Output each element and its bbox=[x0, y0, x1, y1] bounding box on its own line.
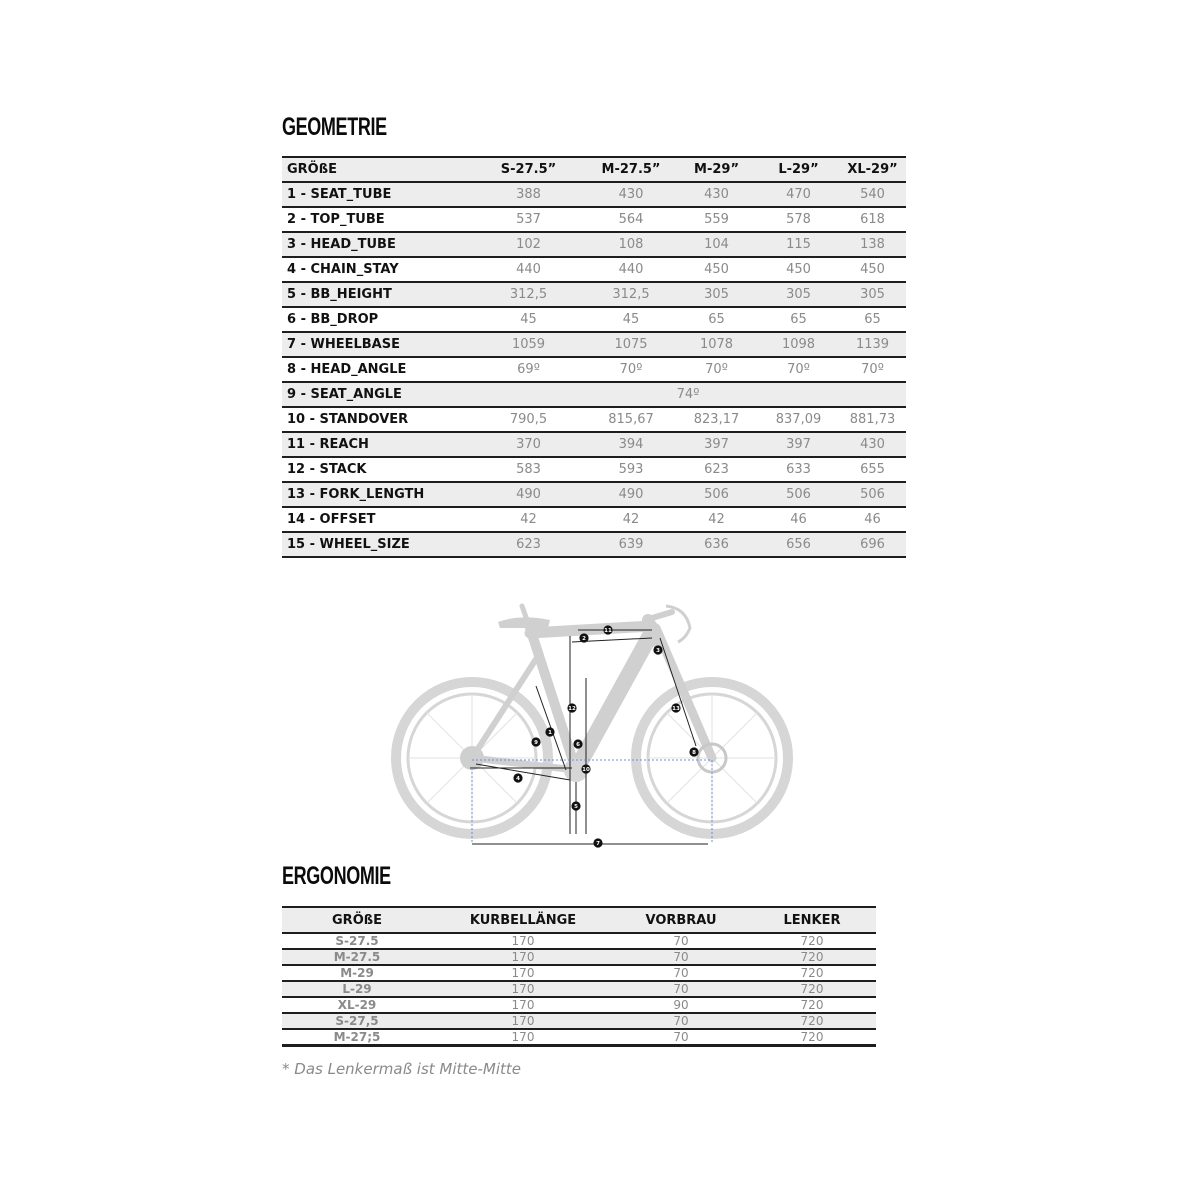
geometry-cell: 46 bbox=[839, 507, 906, 532]
ergonomics-cell: 70 bbox=[673, 1030, 689, 1044]
ergonomics-cell: 70 bbox=[614, 949, 748, 965]
geometry-row-label: 8 - HEAD_ANGLE bbox=[282, 357, 470, 382]
geometry-cell: 305 bbox=[758, 282, 839, 307]
geometry-cell: 42 bbox=[470, 507, 587, 532]
geometry-row bbox=[282, 357, 906, 382]
bike-geometry-diagram bbox=[390, 598, 810, 858]
diagram-marker-9 bbox=[531, 737, 540, 746]
geometry-cell: 540 bbox=[839, 182, 906, 207]
ergonomics-row bbox=[282, 949, 876, 965]
geometry-cell: 102 bbox=[470, 232, 587, 257]
diagram-marker-3 bbox=[653, 645, 662, 654]
ergonomics-cell: 170 bbox=[432, 997, 614, 1013]
geometry-cell: 65 bbox=[758, 307, 839, 332]
geometry-row bbox=[282, 432, 906, 457]
diagram-marker-6 bbox=[573, 739, 582, 748]
diagram-marker-7 bbox=[593, 838, 602, 847]
ergonomics-size-cell: M-27.5 bbox=[282, 949, 432, 965]
geometry-row bbox=[282, 207, 906, 232]
diagram-marker-8 bbox=[689, 747, 698, 756]
geometry-cell: 633 bbox=[758, 457, 839, 482]
geometry-cell: 823,17 bbox=[675, 407, 758, 432]
geometry-row bbox=[282, 182, 906, 207]
geometry-row-label: 4 - CHAIN_STAY bbox=[282, 257, 470, 282]
diagram-marker-label: 12 bbox=[568, 706, 576, 712]
ergonomics-size-cell: S-27,5 bbox=[282, 1013, 432, 1029]
diagram-marker-13 bbox=[671, 703, 680, 712]
diagram-marker-1 bbox=[545, 727, 554, 736]
ergonomics-row bbox=[282, 1029, 876, 1046]
geometry-cell: 65 bbox=[675, 307, 758, 332]
ergonomics-cell: 720 bbox=[748, 997, 876, 1013]
geometry-header-size: GRÖßE bbox=[282, 157, 470, 182]
diagram-marker-11 bbox=[603, 625, 612, 634]
geometry-cell: 1139 bbox=[839, 332, 906, 357]
geometry-row-label: 2 - TOP_TUBE bbox=[282, 207, 470, 232]
geometry-cell: 564 bbox=[587, 207, 675, 232]
ergonomics-size-cell: M-29 bbox=[282, 965, 432, 981]
geometry-row-label: 5 - BB_HEIGHT bbox=[282, 282, 470, 307]
geometry-row-label: 6 - BB_DROP bbox=[282, 307, 470, 332]
ergonomics-cell: 720 bbox=[748, 981, 876, 997]
ergonomics-row bbox=[282, 933, 876, 949]
geometry-row-label: 15 - WHEEL_SIZE bbox=[282, 532, 470, 557]
geometry-cell: 593 bbox=[587, 457, 675, 482]
geometry-cell: 440 bbox=[470, 257, 587, 282]
geometry-cell: 450 bbox=[675, 257, 758, 282]
geometry-row-label: 11 - REACH bbox=[282, 432, 470, 457]
ergonomics-header-size: GRÖßE bbox=[282, 907, 432, 933]
geometry-header-m29: M-29” bbox=[675, 157, 758, 182]
geometry-row bbox=[282, 532, 906, 557]
ergonomics-cell: 70 bbox=[614, 981, 748, 997]
diagram-marker-label: 4 bbox=[516, 776, 520, 782]
geometry-cell: 655 bbox=[839, 457, 906, 482]
geometry-cell: 312,5 bbox=[587, 282, 675, 307]
saddle bbox=[498, 617, 550, 628]
geometry-cell: 45 bbox=[470, 307, 587, 332]
diagram-marker-4 bbox=[513, 773, 522, 782]
diagram-marker-5 bbox=[571, 801, 580, 810]
geometry-cell: 69º bbox=[470, 357, 587, 382]
geometry-cell: 490 bbox=[470, 482, 587, 507]
geometry-cell: 623 bbox=[675, 457, 758, 482]
geometry-header-m275: M-27.5” bbox=[587, 157, 675, 182]
geometry-cell: 440 bbox=[587, 257, 675, 282]
geometry-cell: 74º bbox=[470, 382, 906, 407]
diagram-marker-10 bbox=[581, 764, 590, 773]
stem bbox=[652, 612, 672, 618]
geometry-cell: 578 bbox=[758, 207, 839, 232]
geometry-row bbox=[282, 282, 906, 307]
rear-cassette bbox=[460, 746, 484, 770]
geometry-cell: 70º bbox=[839, 357, 906, 382]
geometry-cell: 305 bbox=[839, 282, 906, 307]
geometry-cell: 470 bbox=[758, 182, 839, 207]
geometry-cell: 305 bbox=[675, 282, 758, 307]
geometry-cell: 636 bbox=[675, 532, 758, 557]
geometry-cell: 1098 bbox=[758, 332, 839, 357]
geometry-row-label: 14 - OFFSET bbox=[282, 507, 470, 532]
ergonomics-header-row bbox=[282, 907, 876, 933]
geometry-cell: 618 bbox=[839, 207, 906, 232]
ergonomics-title: ERGONOMIE bbox=[282, 862, 391, 890]
geometry-row bbox=[282, 332, 906, 357]
ergonomics-row bbox=[282, 1013, 876, 1029]
geometry-cell: 115 bbox=[758, 232, 839, 257]
geometry-cell: 397 bbox=[675, 432, 758, 457]
geometry-cell: 506 bbox=[758, 482, 839, 507]
ergonomics-header-handlebar: LENKER bbox=[748, 907, 876, 933]
geometry-cell: 42 bbox=[587, 507, 675, 532]
geometry-cell: 656 bbox=[758, 532, 839, 557]
geometry-header-l29: L-29” bbox=[758, 157, 839, 182]
geometry-cell: 696 bbox=[839, 532, 906, 557]
ergonomics-cell: 170 bbox=[432, 965, 614, 981]
geometry-row bbox=[282, 257, 906, 282]
geometry-cell: 881,73 bbox=[839, 407, 906, 432]
geometry-cell: 1059 bbox=[470, 332, 587, 357]
geometry-table bbox=[282, 156, 906, 558]
geometry-cell: 46 bbox=[758, 507, 839, 532]
geometry-cell: 1078 bbox=[675, 332, 758, 357]
diagram-marker-label: 5 bbox=[574, 804, 578, 810]
geometry-row bbox=[282, 457, 906, 482]
ergonomics-size-cell: S-27.5 bbox=[282, 933, 432, 949]
geometry-row bbox=[282, 507, 906, 532]
geometry-cell: 104 bbox=[675, 232, 758, 257]
geometry-cell: 430 bbox=[675, 182, 758, 207]
geometry-row bbox=[282, 307, 906, 332]
geometry-row-label: 9 - SEAT_ANGLE bbox=[282, 382, 470, 407]
footnote: * Das Lenkermaß ist Mitte-Mitte bbox=[282, 1060, 522, 1078]
ergonomics-cell: 720 bbox=[800, 1030, 824, 1044]
geometry-cell: 70º bbox=[758, 357, 839, 382]
geometry-cell: 559 bbox=[675, 207, 758, 232]
geometry-cell: 65 bbox=[839, 307, 906, 332]
geometry-cell: 138 bbox=[839, 232, 906, 257]
geometry-row bbox=[282, 407, 906, 432]
geometry-row bbox=[282, 382, 906, 407]
geometry-cell: 506 bbox=[839, 482, 906, 507]
geometry-row bbox=[282, 482, 906, 507]
geometry-row-label: 12 - STACK bbox=[282, 457, 470, 482]
geometry-cell: 450 bbox=[758, 257, 839, 282]
diagram-marker-label: 11 bbox=[604, 628, 612, 634]
ergonomics-row bbox=[282, 965, 876, 981]
geometry-row-label: 1 - SEAT_TUBE bbox=[282, 182, 470, 207]
diagram-marker-2 bbox=[579, 633, 588, 642]
diagram-marker-label: 7 bbox=[596, 841, 600, 847]
geometry-header-row bbox=[282, 157, 906, 182]
diagram-marker-label: 10 bbox=[582, 767, 590, 773]
geometry-header-s275: S-27.5” bbox=[470, 157, 587, 182]
seat-tube bbox=[530, 628, 576, 770]
geometry-cell: 837,09 bbox=[758, 407, 839, 432]
geometry-cell: 70º bbox=[675, 357, 758, 382]
geometry-cell: 388 bbox=[470, 182, 587, 207]
diagram-marker-12 bbox=[567, 703, 576, 712]
ergonomics-row bbox=[282, 981, 876, 997]
geometry-row-label: 13 - FORK_LENGTH bbox=[282, 482, 470, 507]
geometry-row bbox=[282, 232, 906, 257]
geometry-cell: 450 bbox=[839, 257, 906, 282]
ergonomics-header-stem: VORBRAU bbox=[614, 907, 748, 933]
diagram-marker-label: 6 bbox=[576, 742, 580, 748]
ergonomics-cell: 170 bbox=[432, 933, 614, 949]
geometry-cell: 394 bbox=[587, 432, 675, 457]
geometry-cell: 790,5 bbox=[470, 407, 587, 432]
geometry-cell: 506 bbox=[675, 482, 758, 507]
ergonomics-cell: 70 bbox=[614, 1013, 748, 1029]
geometry-cell: 42 bbox=[675, 507, 758, 532]
ergonomics-cell: 70 bbox=[614, 933, 748, 949]
ergonomics-row bbox=[282, 997, 876, 1013]
ergonomics-cell: 720 bbox=[748, 949, 876, 965]
geometry-cell: 430 bbox=[587, 182, 675, 207]
geometry-cell: 639 bbox=[587, 532, 675, 557]
ergonomics-cell: 170 bbox=[511, 1030, 535, 1044]
geometry-cell: 108 bbox=[587, 232, 675, 257]
ergonomics-table-body bbox=[282, 933, 876, 1046]
geometry-cell: 583 bbox=[470, 457, 587, 482]
diagram-marker-label: 13 bbox=[672, 706, 680, 712]
geometry-row-label: 7 - WHEELBASE bbox=[282, 332, 470, 357]
ergonomics-table bbox=[282, 906, 876, 1047]
geometry-row-label: 3 - HEAD_TUBE bbox=[282, 232, 470, 257]
geometry-title: GEOMETRIE bbox=[282, 113, 387, 141]
ergonomics-cell: 90 bbox=[614, 997, 748, 1013]
geometry-cell: 312,5 bbox=[470, 282, 587, 307]
ergonomics-cell: 170 bbox=[432, 949, 614, 965]
geometry-cell: 623 bbox=[470, 532, 587, 557]
geometry-cell: 70º bbox=[587, 357, 675, 382]
ergonomics-cell: 170 bbox=[432, 981, 614, 997]
diagram-marker-label: 2 bbox=[582, 636, 586, 642]
ergonomics-cell: 720 bbox=[748, 933, 876, 949]
diagram-marker-label: 9 bbox=[534, 740, 538, 746]
geometry-cell: 45 bbox=[587, 307, 675, 332]
ergonomics-cell: 70 bbox=[614, 965, 748, 981]
geometry-table-body bbox=[282, 182, 906, 557]
geometry-cell: 537 bbox=[470, 207, 587, 232]
geometry-cell: 815,67 bbox=[587, 407, 675, 432]
ergonomics-cell: 720 bbox=[748, 1013, 876, 1029]
ergonomics-cell: 170 bbox=[432, 1013, 614, 1029]
ergonomics-size-cell: L-29 bbox=[282, 981, 432, 997]
geometry-cell: 430 bbox=[839, 432, 906, 457]
ergonomics-size-cell: M-27;5 bbox=[333, 1030, 381, 1044]
ergonomics-header-crank-length: KURBELLÄNGE bbox=[432, 907, 614, 933]
geometry-row-label: 10 - STANDOVER bbox=[282, 407, 470, 432]
diagram-marker-label: 3 bbox=[656, 648, 660, 654]
geometry-cell: 370 bbox=[470, 432, 587, 457]
ergonomics-cell: 720 bbox=[748, 965, 876, 981]
ergonomics-size-cell: XL-29 bbox=[282, 997, 432, 1013]
geometry-header-xl29: XL-29” bbox=[839, 157, 906, 182]
geometry-cell: 1075 bbox=[587, 332, 675, 357]
geometry-cell: 397 bbox=[758, 432, 839, 457]
diagram-marker-label: 1 bbox=[548, 730, 552, 736]
diagram-marker-label: 8 bbox=[692, 750, 696, 756]
geometry-cell: 490 bbox=[587, 482, 675, 507]
